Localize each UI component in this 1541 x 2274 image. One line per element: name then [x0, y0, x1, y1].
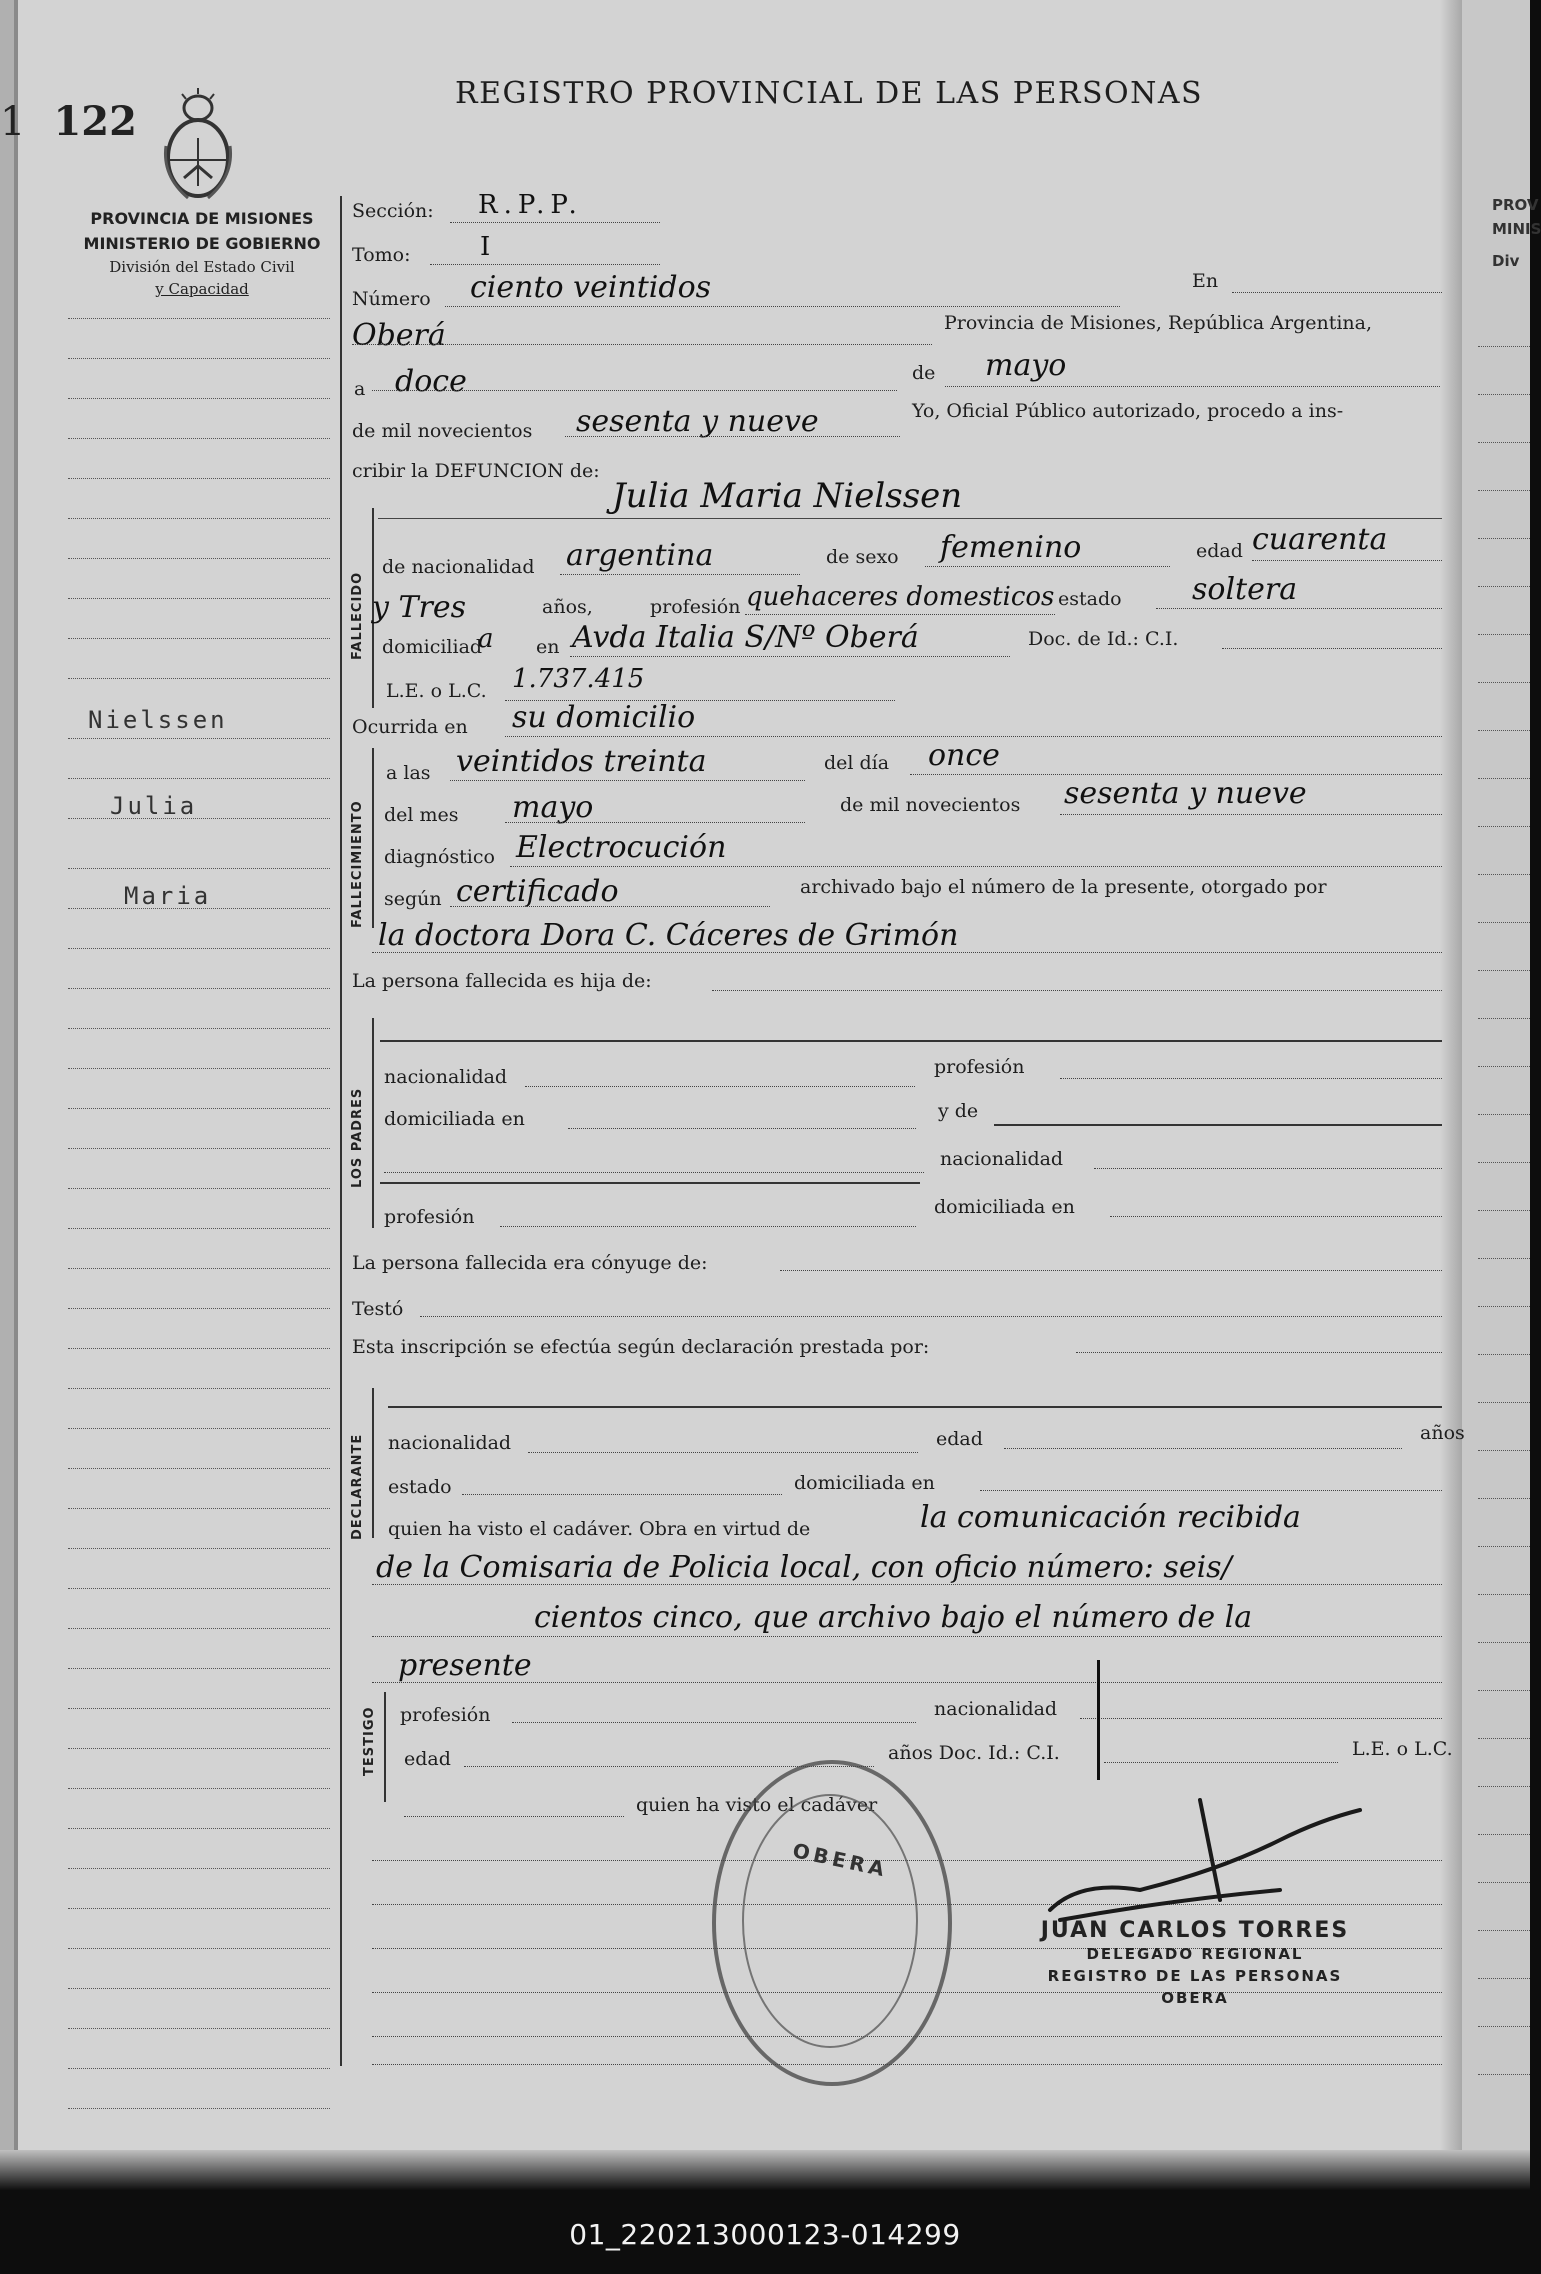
place-value: Oberá [352, 318, 446, 353]
nacionalidad-line [560, 574, 800, 575]
next-page-line [1478, 970, 1530, 971]
padres-brace [372, 1018, 374, 1228]
hora-value: veintidos treinta [456, 744, 707, 779]
margin-line [68, 358, 330, 359]
margin-line [68, 678, 330, 679]
next-page-line [1478, 1978, 1530, 1979]
numero-label: Número [352, 288, 431, 310]
edad-value-a: cuarenta [1252, 522, 1388, 557]
margin-rule [340, 196, 342, 2066]
dia-fallecimiento-value: once [928, 738, 1000, 773]
margin-line [68, 1948, 330, 1949]
margin-line [68, 1268, 330, 1269]
testigo-anos-doc-label: años Doc. Id.: C.I. [888, 1742, 1060, 1764]
padre-profesion-label: profesión [934, 1056, 1025, 1078]
cribir-text: cribir la DEFUNCION de: [352, 460, 600, 482]
margin-line [68, 318, 330, 319]
hija-line [712, 990, 1442, 991]
estado-label: estado [1058, 588, 1122, 610]
margin-line [68, 398, 330, 399]
padre-profesion2-line [500, 1226, 916, 1227]
padre-separator [380, 1182, 920, 1184]
diagnostico-line [510, 866, 1442, 867]
signatory-office: REGISTRO DE LAS PERSONAS [1047, 1967, 1343, 1985]
next-page-line [1478, 1786, 1530, 1787]
madre-nacionalidad-label: nacionalidad [940, 1148, 1064, 1170]
y-de-label: y de [938, 1100, 979, 1122]
seccion-value: R.P.P. [478, 190, 583, 220]
sexo-label: de sexo [826, 546, 899, 568]
next-page-line [1478, 2026, 1530, 2027]
testigo-edad-label: edad [404, 1748, 451, 1770]
next-page-line [1478, 442, 1530, 443]
tomo-line [430, 264, 660, 265]
deceased-name: Julia Maria Nielssen [612, 476, 963, 516]
page-edge [0, 0, 14, 2180]
mes-fallecimiento-line [505, 822, 805, 823]
issuing-office [62, 206, 342, 300]
numero-line [445, 306, 1120, 307]
provincia-label: Provincia de Misiones, República Argentina, [944, 312, 1373, 334]
coat-of-arms-icon [158, 86, 238, 206]
padre-profesion-line [1060, 1078, 1442, 1079]
diagnostico-label: diagnóstico [384, 846, 495, 868]
padre-nacionalidad-line [525, 1086, 915, 1087]
profesion-line [745, 614, 1055, 615]
next-page-line [1478, 1258, 1530, 1259]
margin-line [68, 2108, 330, 2109]
section-testigo-label: TESTIGO [362, 1706, 377, 1776]
madre-domicilio-line [1110, 1216, 1442, 1217]
le-value: 1.737.415 [512, 664, 645, 694]
padre-name-line [380, 1040, 1442, 1042]
tomo-label: Tomo: [352, 244, 411, 266]
segun-value: certificado [456, 874, 619, 909]
testigo-le-label: L.E. o L.C. [1352, 1738, 1453, 1760]
next-page-text-3: Div [1492, 252, 1520, 270]
declarante-estado-line [462, 1494, 782, 1495]
next-page-line [1478, 490, 1530, 491]
ocurrida-label: Ocurrida en [352, 716, 468, 738]
domicilio-value: Avda Italia S/Nº Oberá [572, 620, 919, 655]
dia-fallecimiento-line [910, 774, 1442, 775]
next-page-line [1478, 1690, 1530, 1691]
margin-line [68, 1588, 330, 1589]
image-caption: 01_220213000123-014299 [569, 2218, 961, 2251]
next-page-line [1478, 538, 1530, 539]
margin-line [68, 738, 330, 739]
testigo-profesion-label: profesión [400, 1704, 491, 1726]
month-value: mayo [985, 348, 1067, 383]
margin-line [68, 1828, 330, 1829]
a-label: a [354, 378, 366, 400]
ocurrida-value: su domicilio [512, 700, 696, 735]
next-page-text-2: MINIS [1492, 220, 1541, 238]
doctora-line [372, 952, 1442, 953]
inscripcion-line [1076, 1352, 1442, 1353]
name-line [378, 518, 1442, 519]
en-domicilio-label: en [536, 636, 560, 658]
edad-label: edad [1196, 540, 1243, 562]
obra-value-3: cientos cinco, que archivo bajo el número de la [534, 1600, 1253, 1635]
next-page-line [1478, 778, 1530, 779]
nacionalidad-label: de nacionalidad [382, 556, 535, 578]
section-declarante-label: DECLARANTE [350, 1433, 365, 1540]
madre-domiciliada-label: domiciliada en [934, 1196, 1075, 1218]
hora-line [450, 780, 805, 781]
testigo-brace [384, 1692, 386, 1802]
month-line [945, 386, 1440, 387]
next-page-line [1478, 730, 1530, 731]
day-line [372, 390, 897, 391]
margin-line [68, 948, 330, 949]
segun-label: según [384, 888, 442, 910]
next-page-line [1478, 1018, 1530, 1019]
profesion-value: quehaceres domesticos [746, 582, 1055, 612]
mes-fallecimiento-value: mayo [512, 790, 594, 825]
en-label: En [1192, 270, 1219, 292]
margin-line [68, 2068, 330, 2069]
margin-line [68, 868, 330, 869]
inscripcion-label: Esta inscripción se efectúa según declaración prestada por: [352, 1336, 930, 1358]
testigo-doc-line [1104, 1762, 1338, 1763]
folio-number: 1 122 [0, 98, 137, 145]
margin-line [68, 988, 330, 989]
numero-value: ciento veintidos [470, 270, 712, 305]
testigo-nacionalidad-label: nacionalidad [934, 1698, 1058, 1720]
next-page-line [1478, 1738, 1530, 1739]
hija-label: La persona fallecida es hija de: [352, 970, 652, 992]
tomo-value: I [480, 232, 491, 262]
madre-nacionalidad-line [1094, 1168, 1442, 1169]
profesion-label: profesión [650, 596, 741, 618]
margin-note-middle-name: Maria [124, 882, 212, 910]
doc-label: Doc. de Id.: C.I. [1028, 628, 1179, 650]
declarante-estado-label: estado [388, 1476, 452, 1498]
margin-line [68, 1468, 330, 1469]
next-page-line [1478, 1450, 1530, 1451]
next-page-strip [1462, 0, 1541, 2180]
margin-line [68, 818, 330, 819]
day-value: doce [395, 364, 467, 399]
edad-line [1252, 560, 1442, 561]
doctora-value: la doctora Dora C. Cáceres de Grimón [378, 918, 959, 953]
testigo-profesion-line [512, 1722, 916, 1723]
next-page-line [1478, 394, 1530, 395]
section-fallecimiento-label: FALLECIMIENTO [350, 800, 365, 928]
conyuge-line [780, 1270, 1442, 1271]
page-gutter [1440, 0, 1462, 2180]
ocurrida-line [505, 736, 1442, 737]
margin-note-first-name: Julia [110, 792, 198, 820]
next-page-line [1478, 1642, 1530, 1643]
signature-icon [1020, 1780, 1390, 1940]
declarante-domicilio-line [980, 1490, 1442, 1491]
padre-domiciliada-label: domiciliada en [384, 1108, 525, 1130]
estado-value: soltera [1192, 572, 1298, 607]
margin-line [68, 1748, 330, 1749]
declarante-brace [372, 1388, 374, 1538]
declarante-nacionalidad-label: nacionalidad [388, 1432, 512, 1454]
seccion-line [450, 222, 660, 223]
sexo-value: femenino [940, 530, 1082, 565]
declarante-quien-text: quien ha visto el cadáver. Obra en virtud de [388, 1518, 811, 1540]
testo-label: Testó [352, 1298, 404, 1320]
declarante-nacionalidad-line [528, 1452, 918, 1453]
signatory-name: JUAN CARLOS TORRES [1040, 1918, 1350, 1943]
next-page-line [1478, 682, 1530, 683]
margin-line [68, 1388, 330, 1389]
office-ministry: MINISTERIO DE GOBIERNO [83, 234, 321, 253]
next-page-line [1478, 586, 1530, 587]
edad-value-b: y Tres [372, 590, 466, 625]
next-page-line [1478, 922, 1530, 923]
year-value: sesenta y nueve [576, 404, 819, 439]
testigo-nacionalidad-line [1080, 1718, 1442, 1719]
del-mes-label: del mes [384, 804, 459, 826]
next-page-line [1478, 1930, 1530, 1931]
page-edge-shadow [14, 0, 18, 2180]
next-page-line [1478, 1114, 1530, 1115]
office-division: División del Estado Civil [109, 258, 295, 276]
declarante-edad-label: edad [936, 1428, 983, 1450]
padre-domicilio-line [568, 1128, 916, 1129]
page-bottom-shadow [0, 2150, 1530, 2190]
de-mil-fallecimiento-label: de mil novecientos [840, 794, 1021, 816]
anio-fallecimiento-line [1060, 814, 1442, 815]
blank-line [372, 2064, 1442, 2065]
next-page-line [1478, 826, 1530, 827]
del-dia-label: del día [824, 752, 890, 774]
office-capacity: y Capacidad [155, 280, 249, 298]
margin-line [68, 1628, 330, 1629]
domiciliada-label: domiciliad [382, 636, 483, 658]
obra-value-4: presente [398, 1648, 532, 1683]
margin-line [68, 1068, 330, 1069]
obra-value-1: la comunicación recibida [920, 1500, 1301, 1535]
declarante-domiciliada-label: domiciliada en [794, 1472, 935, 1494]
next-page-line [1478, 634, 1530, 635]
signature-block [1015, 1918, 1375, 2009]
obra-line-3 [372, 1636, 1442, 1637]
padre-nacionalidad-label: nacionalidad [384, 1066, 508, 1088]
margin-note-surname: Nielssen [88, 706, 228, 734]
le-label: L.E. o L.C. [386, 680, 487, 702]
next-page-line [1478, 1402, 1530, 1403]
sexo-line [925, 566, 1170, 567]
margin-line [68, 1668, 330, 1669]
margin-line [68, 1108, 330, 1109]
padre-extra-line [384, 1172, 924, 1173]
margin-line [68, 558, 330, 559]
place-line [352, 344, 932, 345]
stamp-text: OBERA [790, 1838, 891, 1882]
de-label: de [912, 362, 936, 384]
oficial-text: Yo, Oficial Público autorizado, procedo a ins- [912, 400, 1344, 422]
margin-line [68, 438, 330, 439]
margin-line [68, 1228, 330, 1229]
next-page-line [1478, 346, 1530, 347]
margin-line [68, 1508, 330, 1509]
obra-line-2 [372, 1584, 1442, 1585]
madre-name-line [994, 1124, 1442, 1126]
page-title: REGISTRO PROVINCIAL DE LAS PERSONAS [455, 76, 1204, 111]
margin-line [68, 1348, 330, 1349]
office-province: PROVINCIA DE MISIONES [90, 209, 314, 228]
signature-stroke [1097, 1660, 1100, 1780]
domicilio-line [570, 656, 1010, 657]
margin-line [68, 1988, 330, 1989]
testigo-name-line [404, 1816, 624, 1817]
padre-profesion2-label: profesión [384, 1206, 475, 1228]
margin-line [68, 778, 330, 779]
en-line [1232, 292, 1442, 293]
declarante-anos-label: años [1420, 1422, 1465, 1444]
signatory-role: DELEGADO REGIONAL [1086, 1945, 1304, 1963]
margin-line [68, 1548, 330, 1549]
signatory-city: OBERA [1161, 1989, 1229, 2007]
margin-line [68, 2028, 330, 2029]
next-page-line [1478, 1882, 1530, 1883]
seccion-label: Sección: [352, 200, 434, 222]
margin-line [68, 1868, 330, 1869]
margin-line [68, 1028, 330, 1029]
doc-line [1222, 648, 1442, 649]
next-page-line [1478, 1210, 1530, 1211]
anos-label: años, [542, 596, 593, 618]
obra-line-4 [372, 1682, 1442, 1683]
section-fallecido-label: FALLECIDO [350, 571, 365, 660]
declarante-name-line [388, 1406, 1442, 1408]
next-page-line [1478, 1354, 1530, 1355]
margin-line [68, 598, 330, 599]
testigo-quien-text: quien ha visto el cadáver [636, 1794, 878, 1816]
estado-line [1156, 608, 1442, 609]
year-line [565, 436, 900, 437]
next-page-line [1478, 1306, 1530, 1307]
next-page-line [1478, 2074, 1530, 2075]
margin-line [68, 1148, 330, 1149]
domicilio-suffix: a [478, 624, 494, 654]
margin-line [68, 638, 330, 639]
declarante-edad-line [1004, 1448, 1402, 1449]
anio-fallecimiento-value: sesenta y nueve [1064, 776, 1307, 811]
next-page-line [1478, 1834, 1530, 1835]
margin-line [68, 1788, 330, 1789]
a-las-label: a las [386, 762, 431, 784]
fallecimiento-brace [372, 748, 374, 928]
next-page-text-1: PROV [1492, 196, 1539, 214]
diagnostico-value: Electrocución [516, 830, 727, 865]
next-page-line [1478, 1066, 1530, 1067]
section-padres-label: LOS PADRES [350, 1087, 365, 1188]
margin-line [68, 1708, 330, 1709]
margin-line [68, 1308, 330, 1309]
next-page-line [1478, 1546, 1530, 1547]
official-stamp [712, 1760, 952, 2086]
archivado-text: archivado bajo el número de la presente, otorgado por [800, 876, 1327, 898]
segun-line [450, 906, 770, 907]
de-mil-label: de mil novecientos [352, 420, 533, 442]
margin-line [68, 518, 330, 519]
margin-line [68, 1908, 330, 1909]
next-page-line [1478, 1594, 1530, 1595]
margin-line [68, 478, 330, 479]
next-page-line [1478, 874, 1530, 875]
testo-line [420, 1316, 1442, 1317]
next-page-line [1478, 1162, 1530, 1163]
margin-line [68, 1428, 330, 1429]
margin-line [68, 1188, 330, 1189]
nacionalidad-value: argentina [566, 538, 714, 573]
conyuge-label: La persona fallecida era cónyuge de: [352, 1252, 708, 1274]
obra-value-2: de la Comisaria de Policia local, con oficio número: seis/ [376, 1550, 1232, 1585]
next-page-line [1478, 1498, 1530, 1499]
